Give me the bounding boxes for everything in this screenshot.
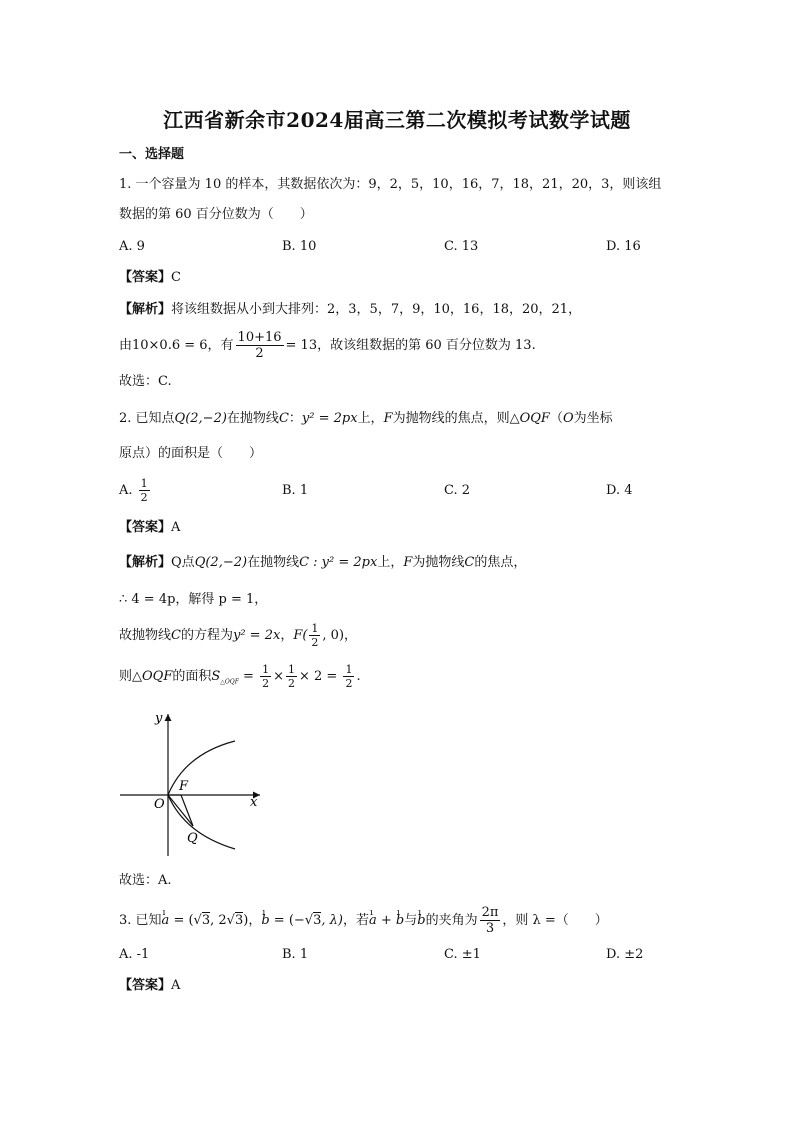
q2-answer [119, 518, 180, 538]
point-q: Q(2,−2) [174, 411, 227, 426]
analysis-text: 在抛物线 [247, 555, 300, 570]
vector-b: ı b [417, 906, 425, 936]
analysis-text: 故抛物线 [119, 628, 172, 643]
fraction-numerator: 2π [481, 905, 499, 920]
vector-b: ı b [261, 906, 269, 936]
answer-value: C [171, 270, 181, 285]
q3-stem: 3. 已知ı a = (√3, 2√3)，ı b = (−√3, λ)，若ı a + ı b与ı b的夹角为 $\frac{2\pi}{3}$ ，则 λ =（ ） [119, 906, 608, 936]
vector-a: ı a [369, 906, 377, 936]
q2-option-d: D. 4 [606, 483, 633, 498]
equation: y² = 2x [232, 628, 281, 643]
answer-label: 【答案】 [119, 978, 172, 993]
q2-stem-line2: 原点）的面积是（ ） [119, 446, 263, 461]
segment-oq [168, 795, 193, 826]
section-heading: 一、选择题 [119, 147, 185, 162]
analysis-text: = [243, 669, 254, 684]
analysis-text: 则△ [119, 669, 142, 684]
stem-text: 为坐标 [573, 411, 613, 426]
analysis-text: × 2 = [298, 669, 338, 684]
answer-label: 【答案】 [119, 270, 172, 285]
analysis-text: × [273, 669, 284, 684]
fraction-numerator: 10+16 [237, 330, 282, 345]
focus-coordinate: , 0) [322, 628, 345, 643]
fraction [236, 331, 284, 360]
fraction-numerator: 1 [311, 622, 319, 635]
stem-text: )， [243, 913, 262, 928]
fraction-denominator: 3 [485, 921, 495, 936]
q2-option-c: C. 2 [444, 483, 471, 498]
parabola-graph [115, 706, 275, 858]
analysis-text: ， [344, 628, 358, 643]
analysis-label: 【解析】 [119, 302, 172, 317]
triangle-oqf: OQF [519, 411, 550, 426]
fraction-denominator: 2 [255, 346, 264, 361]
area-s: S [211, 669, 221, 684]
fraction-denominator: 2 [345, 677, 353, 690]
vector-b: ı b [396, 906, 404, 936]
stem-text: ，则 λ =（ ） [502, 913, 608, 928]
fraction-denominator: 2 [287, 677, 295, 690]
stem-text: + [376, 913, 396, 928]
q3-option-a: A. -1 [119, 947, 150, 962]
q1-conclusion: 故选：C. [119, 374, 172, 389]
stem-text: ，若 [342, 913, 369, 928]
analysis-text: = 13，故该组数据的第 60 百分位数为 13. [285, 338, 536, 353]
q1-option-a: A. 9 [119, 239, 145, 254]
fraction-numerator: 1 [140, 477, 148, 490]
q3-option-d: D. ±2 [606, 947, 644, 962]
stem-text: 与 [404, 913, 418, 928]
q3-option-b: B. 1 [282, 947, 309, 962]
stem-text: , 2 [210, 913, 227, 928]
focus-f: F [403, 555, 413, 570]
stem-text: 3. 已知 [119, 913, 162, 928]
q3-answer [119, 976, 180, 996]
fraction-numerator: 1 [262, 663, 270, 676]
analysis-text: 将该组数据从小到大排列：2，3，5，7，9，10，16，18，20，21， [171, 302, 582, 317]
answer-value: A [171, 978, 181, 993]
q1-option-d: D. 16 [606, 239, 641, 254]
analysis-text: Q点 [171, 555, 195, 570]
answer-label: 【答案】 [119, 520, 172, 535]
stem-text: , λ) [321, 913, 343, 928]
curve-c: C [278, 411, 289, 426]
stem-text: 2. 已知点 [119, 411, 175, 426]
fraction-numerator: 1 [345, 663, 353, 676]
origin-label: O [154, 797, 165, 812]
x-axis-label: x [250, 795, 258, 810]
q2-analysis-line1 [119, 553, 526, 573]
q2-option-b: B. 1 [282, 483, 309, 498]
point-q-label: Q [187, 831, 198, 846]
focus-coordinate: F( [293, 628, 308, 643]
analysis-text: . [356, 669, 361, 684]
segment-fq [181, 795, 193, 826]
fraction-denominator: 2 [140, 491, 148, 504]
q2-conclusion: 故选：A. [119, 873, 172, 888]
answer-value: A [171, 520, 181, 535]
sqrt-radicand: 3 [234, 913, 244, 928]
equation: y² = 2px [301, 411, 358, 426]
fraction [286, 664, 297, 689]
stem-text: = (− [269, 913, 305, 928]
page-title: 江西省新余市2024届高三第二次模拟考试数学试题 [163, 108, 631, 132]
area-subscript: △OQF [220, 678, 239, 686]
analysis-text: 的方程为 [180, 628, 233, 643]
fraction [309, 623, 320, 648]
point-q: Q(2,−2) [194, 555, 248, 570]
q1-option-b: B. 10 [282, 239, 317, 254]
fraction-numerator: 1 [287, 663, 295, 676]
q2-analysis-line4 [119, 662, 361, 698]
origin-o: O [562, 411, 574, 426]
q2-analysis-line3 [119, 621, 357, 651]
q1-stem-line2: 数据的第 60 百分位数为（ ） [119, 207, 313, 222]
stem-text: 在抛物线 [226, 411, 279, 426]
equation: C : y² = 2px [299, 555, 378, 570]
analysis-label: 【解析】 [119, 555, 172, 570]
analysis-text: 的焦点， [474, 555, 527, 570]
stem-text: 为抛物线的焦点，则△ [392, 411, 520, 426]
stem-text: 的夹角为 [425, 913, 478, 928]
analysis-text: 的面积 [172, 669, 212, 684]
analysis-text: 由10×0.6 = 6，有 [119, 338, 234, 353]
fraction [139, 478, 150, 503]
q1-answer [119, 268, 181, 288]
sqrt-radicand: 3 [201, 913, 211, 928]
fraction-denominator: 2 [262, 677, 270, 690]
analysis-text: 上， [377, 555, 404, 570]
stem-text: ： [288, 411, 302, 426]
fraction [260, 664, 271, 689]
analysis-text: 为抛物线 [412, 555, 465, 570]
triangle-oqf: OQF [142, 669, 173, 684]
focus-f: F [383, 411, 393, 426]
q1-analysis-line2 [119, 331, 536, 361]
q2-stem-line1 [119, 409, 613, 429]
area-symbol [211, 669, 239, 684]
sqrt-radicand: 3 [313, 913, 322, 928]
vector-a: ı a [162, 906, 170, 936]
stem-text: 上， [357, 411, 384, 426]
curve-c: C [171, 628, 181, 643]
fraction [480, 906, 501, 935]
curve-c: C [464, 555, 475, 570]
q2-option-a [119, 476, 152, 506]
point-f-label: F [179, 779, 189, 794]
q1-analysis-line1 [119, 300, 581, 320]
fraction [343, 664, 354, 689]
q1-stem-line1: 1. 一个容量为 10 的样本，其数据依次为：9，2，5，10，16，7，18，21，20，3，则该组 [119, 177, 662, 192]
q2-analysis-line2: ∴ 4 = 4p，解得 p = 1， [119, 592, 268, 607]
analysis-text: ， [280, 628, 294, 643]
option-label: A. [119, 483, 133, 498]
q1-option-c: C. 13 [444, 239, 479, 254]
stem-text: （ [549, 411, 563, 426]
q3-option-c: C. ±1 [444, 947, 481, 962]
fraction-denominator: 2 [311, 636, 319, 649]
stem-text: = ( [169, 913, 194, 928]
y-axis-label: y [155, 711, 163, 726]
